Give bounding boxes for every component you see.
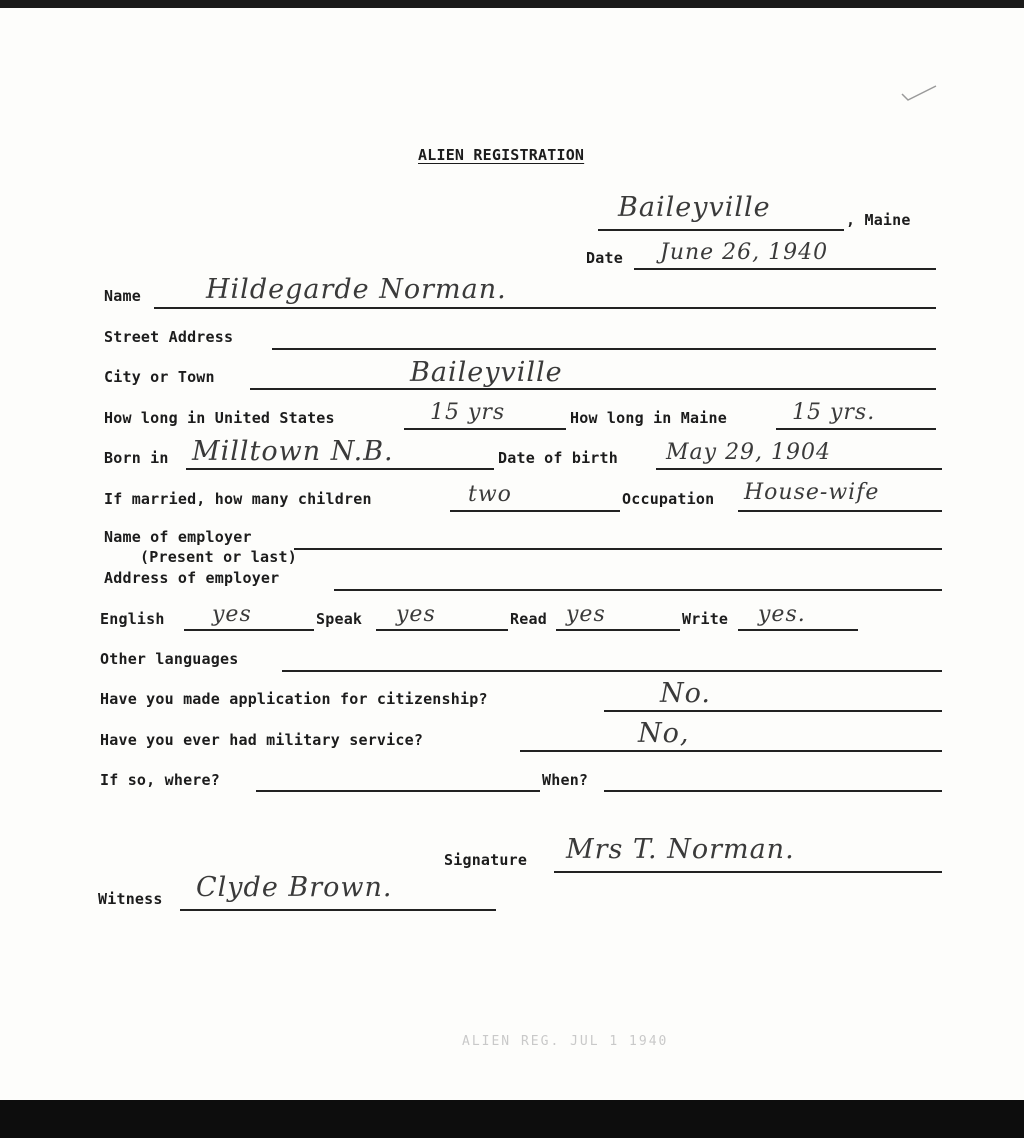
citizenship-label: Have you made application for citizenship? bbox=[100, 690, 488, 708]
date-line bbox=[634, 268, 936, 270]
how-long-us-line bbox=[404, 428, 566, 430]
employer-line[interactable] bbox=[294, 548, 942, 550]
children-value[interactable]: two bbox=[468, 482, 512, 507]
how-long-maine-value[interactable]: 15 yrs. bbox=[792, 400, 876, 425]
occupation-label: Occupation bbox=[622, 490, 715, 508]
name-line bbox=[154, 307, 936, 309]
check-mark-icon bbox=[900, 82, 940, 102]
how-long-maine-line bbox=[776, 428, 936, 430]
place-value: Baileyville bbox=[618, 192, 771, 223]
when-label: When? bbox=[542, 771, 589, 789]
received-stamp: ALIEN REG. JUL 1 1940 bbox=[462, 1034, 669, 1049]
employer-address-label: Address of employer bbox=[104, 569, 280, 587]
signature-line bbox=[554, 871, 942, 873]
place-line bbox=[598, 229, 844, 231]
speak-line bbox=[376, 629, 508, 631]
how-long-maine-label: How long in Maine bbox=[570, 409, 727, 427]
where-line[interactable] bbox=[256, 790, 540, 792]
write-line bbox=[738, 629, 858, 631]
read-label: Read bbox=[510, 610, 547, 628]
dob-line bbox=[656, 468, 942, 470]
city-label: City or Town bbox=[104, 368, 215, 386]
speak-value[interactable]: yes bbox=[396, 602, 436, 627]
english-line bbox=[184, 629, 314, 631]
scan-bottom-border bbox=[0, 1100, 1024, 1138]
name-label: Name bbox=[104, 287, 141, 305]
military-label: Have you ever had military service? bbox=[100, 731, 424, 749]
other-languages-label: Other languages bbox=[100, 650, 239, 668]
military-line bbox=[520, 750, 942, 752]
citizenship-value[interactable]: No. bbox=[660, 678, 711, 709]
speak-label: Speak bbox=[316, 610, 363, 628]
children-line bbox=[450, 510, 620, 512]
occupation-value[interactable]: House-wife bbox=[744, 480, 880, 505]
born-in-line bbox=[186, 468, 494, 470]
military-value[interactable]: No, bbox=[638, 718, 690, 749]
street-label: Street Address bbox=[104, 328, 234, 346]
city-line bbox=[250, 388, 936, 390]
street-line[interactable] bbox=[272, 348, 936, 350]
dob-value[interactable]: May 29, 1904 bbox=[666, 440, 832, 465]
how-long-us-label: How long in United States bbox=[104, 409, 335, 427]
dob-label: Date of birth bbox=[498, 449, 618, 467]
witness-label: Witness bbox=[98, 890, 163, 908]
other-languages-line[interactable] bbox=[282, 670, 942, 672]
english-value[interactable]: yes bbox=[212, 602, 252, 627]
signature-label: Signature bbox=[444, 851, 528, 869]
witness-value[interactable]: Clyde Brown. bbox=[196, 872, 393, 903]
witness-line bbox=[180, 909, 496, 911]
read-line bbox=[556, 629, 680, 631]
date-label: Date bbox=[586, 249, 623, 267]
city-value[interactable]: Baileyville bbox=[410, 357, 563, 388]
how-long-us-value[interactable]: 15 yrs bbox=[430, 400, 506, 425]
occupation-line bbox=[738, 510, 942, 512]
form-title: ALIEN REGISTRATION bbox=[418, 146, 585, 164]
name-value[interactable]: Hildegarde Norman. bbox=[206, 274, 507, 305]
read-value[interactable]: yes bbox=[566, 602, 606, 627]
state-label: , Maine bbox=[846, 211, 911, 229]
when-line[interactable] bbox=[604, 790, 942, 792]
where-label: If so, where? bbox=[100, 771, 220, 789]
born-in-value[interactable]: Milltown N.B. bbox=[192, 436, 394, 467]
date-value[interactable]: June 26, 1940 bbox=[660, 240, 829, 265]
scan-top-border bbox=[0, 0, 1024, 8]
employer-address-line[interactable] bbox=[334, 589, 942, 591]
children-label: If married, how many children bbox=[104, 490, 372, 508]
signature-value[interactable]: Mrs T. Norman. bbox=[566, 834, 795, 865]
born-in-label: Born in bbox=[104, 449, 169, 467]
employer-note: (Present or last) bbox=[140, 548, 297, 566]
english-label: English bbox=[100, 610, 165, 628]
write-label: Write bbox=[682, 610, 729, 628]
employer-label: Name of employer bbox=[104, 528, 252, 546]
write-value[interactable]: yes. bbox=[758, 602, 806, 627]
citizenship-line bbox=[604, 710, 942, 712]
